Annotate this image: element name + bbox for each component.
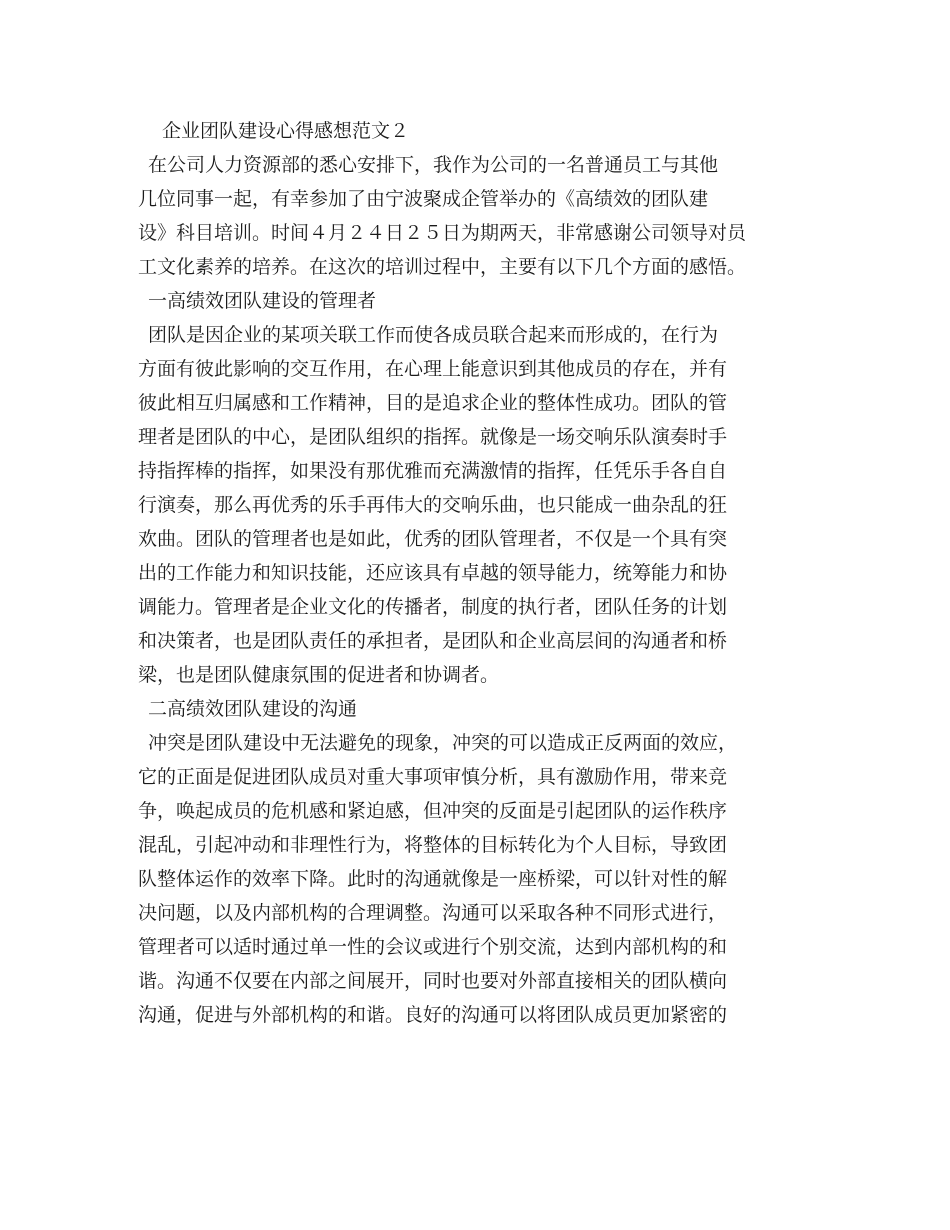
paragraph-line: 管理者可以适时通过单一性的会议或进行个别交流，达到内部机构的和	[138, 936, 728, 958]
paragraph-line: 在公司人力资源部的悉心安排下，我作为公司的一名普通员工与其他	[148, 154, 719, 176]
paragraph-line: 方面有彼此影响的交互作用，在心理上能意识到其他成员的存在，并有	[138, 358, 728, 380]
paragraph-line: 它的正面是促进团队成员对重大事项审慎分析，具有激励作用，带来竞	[138, 766, 728, 788]
paragraph-line: 调能力。管理者是企业文化的传播者，制度的执行者，团队任务的计划	[138, 596, 728, 618]
paragraph-line: 理者是团队的中心，是团队组织的指挥。就像是一场交响乐队演奏时手	[138, 426, 728, 448]
paragraph-line: 混乱，引起冲动和非理性行为，将整体的目标转化为个人目标，导致团	[138, 834, 728, 856]
paragraph-line: 决问题，以及内部机构的合理调整。沟通可以采取各种不同形式进行，	[138, 902, 728, 924]
paragraph-line: 梁，也是团队健康氛围的促进者和协调者。	[138, 664, 500, 686]
paragraph-line: 几位同事一起，有幸参加了由宁波聚成企管举办的《高绩效的团队建	[138, 188, 709, 210]
paragraph-line: 队整体运作的效率下降。此时的沟通就像是一座桥梁，可以针对性的解	[138, 868, 728, 890]
paragraph-line: 出的工作能力和知识技能，还应该具有卓越的领导能力，统筹能力和协	[138, 562, 728, 584]
paragraph-line: 争，唤起成员的危机感和紧迫感，但冲突的反面是引起团队的运作秩序	[138, 800, 728, 822]
paragraph-line: 沟通，促进与外部机构的和谐。良好的沟通可以将团队成员更加紧密的	[138, 1004, 728, 1026]
paragraph-line: 团队是因企业的某项关联工作而使各成员联合起来而形成的，在行为	[148, 324, 719, 346]
paragraph-line: 工文化素养的培养。在这次的培训过程中，主要有以下几个方面的感悟。	[138, 256, 747, 278]
paragraph-line: 和决策者，也是团队责任的承担者，是团队和企业高层间的沟通者和桥	[138, 630, 728, 652]
document-title: 企业团队建设心得感想范文２	[162, 120, 410, 142]
paragraph-line: 设》科目培训。时间４月２４日２５日为期两天，非常感谢公司领导对员	[138, 222, 747, 244]
paragraph-line: 彼此相互归属感和工作精神，目的是追求企业的整体性成功。团队的管	[138, 392, 728, 414]
paragraph-line: 谐。沟通不仅要在内部之间展开，同时也要对外部直接相关的团队横向	[138, 970, 728, 992]
paragraph-line: 行演奏，那么再优秀的乐手再伟大的交响乐曲，也只能成一曲杂乱的狂	[138, 494, 728, 516]
paragraph-line: 欢曲。团队的管理者也是如此，优秀的团队管理者，不仅是一个具有突	[138, 528, 728, 550]
section-heading: 二高绩效团队建设的沟通	[148, 698, 358, 720]
paragraph-line: 持指挥棒的指挥，如果没有那优雅而充满激情的指挥，任凭乐手各自自	[138, 460, 728, 482]
paragraph-line: 冲突是团队建设中无法避免的现象，冲突的可以造成正反两面的效应，	[148, 732, 738, 754]
section-heading: 一高绩效团队建设的管理者	[148, 290, 377, 312]
